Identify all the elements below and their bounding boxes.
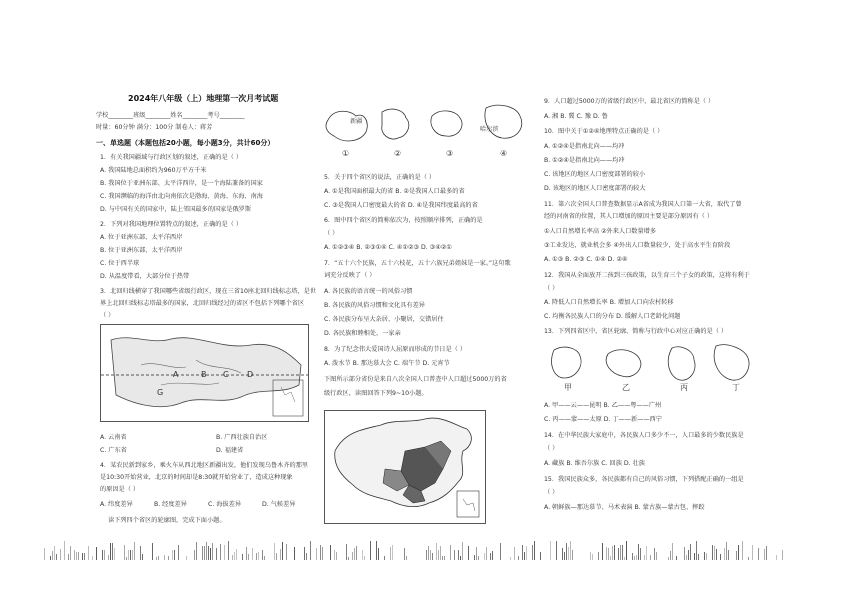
noise-bar — [134, 542, 135, 560]
noise-bar — [114, 548, 115, 560]
student-info-row: 学校________班级________姓名________考号________ — [96, 112, 245, 119]
noise-bar — [210, 548, 211, 560]
outline-label-3: ③ — [446, 149, 454, 158]
noise-bar — [306, 553, 307, 560]
noise-bar — [706, 553, 707, 560]
noise-bar — [776, 555, 777, 560]
noise-bar — [110, 543, 111, 560]
option-line: A. ①②④是指南北向——均冲 — [544, 143, 625, 150]
question-line: （ ） — [544, 445, 559, 452]
noise-bar — [468, 546, 469, 560]
noise-bar — [216, 548, 217, 560]
option-line: A. 朝鲜族—那达慕节、马术表演 B. 蒙古族—蒙古包、摔跤 — [544, 504, 705, 511]
exam-meta-row: 时量：60分钟 满分：100分 制卷人：蒋芳 — [96, 124, 213, 131]
noise-bar — [500, 543, 501, 560]
noise-bar — [650, 555, 651, 560]
noise-bar — [592, 554, 593, 560]
question-line: 5．关于四个省区的说法，正确的是（ ） — [324, 174, 436, 181]
question-line: （ ） — [544, 489, 559, 496]
noise-bar — [598, 552, 599, 560]
question-line: 3．北回归线横穿了我国哪些省级行政区，现在三省10座北回归线标志塔，是世 — [100, 288, 316, 295]
noise-bar — [242, 554, 243, 560]
noise-bar — [514, 547, 515, 560]
noise-bar — [688, 550, 689, 560]
noise-bar — [378, 548, 379, 560]
noise-bar — [638, 544, 639, 560]
noise-bar — [694, 553, 695, 560]
noise-bar — [444, 556, 445, 560]
noise-bar — [442, 556, 443, 560]
question-line: 15．我国民族众多，各民族都有自己的风俗习惯，下列搭配正确的一组是 — [544, 476, 744, 483]
noise-bar — [164, 555, 165, 560]
noise-bar — [484, 553, 485, 560]
question-line: 14．在中华民族大家庭中，各民族人口多少不一，人口最多的少数民族是 — [544, 432, 744, 439]
noise-bar — [476, 547, 477, 560]
noise-bar — [712, 545, 713, 560]
option-d: D. 气候差异 — [262, 501, 296, 508]
noise-bar — [84, 553, 85, 560]
province-shapes — [544, 342, 764, 388]
map-word-label: 哈尔滨 — [480, 126, 499, 133]
question-line: 1．有关我国疆域与行政区划的叙述，正确的是（ ） — [100, 154, 243, 161]
noise-bar — [310, 541, 311, 560]
noise-bar — [590, 552, 591, 560]
outline-label-2: ② — [394, 149, 402, 158]
exam-title: 2024年八年级（上）地理第一次月考试题 — [128, 94, 279, 103]
noise-bar — [624, 557, 625, 560]
noise-bar — [704, 552, 705, 560]
noise-bar — [126, 557, 127, 560]
option-a: A. 纬度差异 — [100, 501, 133, 508]
map-label-a: A — [173, 370, 179, 379]
noise-bar — [532, 545, 533, 560]
noise-bar — [534, 541, 535, 560]
shape-label-ding: 丁 — [732, 383, 740, 392]
noise-bar — [354, 548, 355, 560]
noise-bar — [478, 556, 479, 560]
map-label-c: C — [223, 370, 229, 379]
noise-bar — [88, 546, 89, 560]
noise-bar — [348, 557, 349, 560]
option-line: C. 丙——蒙——太原 D. 丁——新——西宁 — [544, 416, 662, 423]
noise-bar — [76, 552, 77, 560]
noise-bar — [52, 551, 53, 560]
noise-bar — [220, 544, 221, 560]
noise-bar — [336, 552, 337, 560]
noise-bar — [128, 550, 129, 560]
noise-bar — [428, 546, 429, 560]
noise-bar — [390, 547, 391, 560]
noise-bar — [566, 543, 567, 560]
noise-bar — [384, 556, 385, 560]
option-line: C. 各民族分布呈大杂居、小聚居，交错居住 — [324, 316, 444, 323]
map-word-label: 新疆 — [350, 118, 363, 125]
noise-bar — [252, 548, 253, 560]
noise-bar — [280, 549, 281, 560]
noise-bar — [654, 548, 655, 560]
noise-bar — [102, 550, 103, 560]
question-line: 是10:30开始营业，北京的时间却是8:30就开始营业了，造成这种现象 — [100, 474, 293, 481]
noise-bar — [96, 547, 97, 560]
noise-bar — [526, 546, 527, 560]
noise-bar — [232, 555, 233, 560]
option-b: B. 广西壮族自治区 — [216, 434, 268, 441]
noise-bar — [70, 546, 71, 560]
option-line: A. 藏族 B. 维吾尔族 C. 回族 D. 壮族 — [544, 460, 645, 467]
option-line: A. 甲——云——昆明 B. 乙——粤——广州 — [544, 402, 662, 409]
noise-bar — [202, 546, 203, 560]
noise-bar — [60, 549, 61, 560]
noise-bar — [440, 546, 441, 560]
noise-bar — [510, 557, 511, 560]
noise-bar — [752, 545, 753, 560]
noise-bar — [194, 550, 195, 560]
option-line: A. 各民族的语言统一的风俗习惯 — [324, 288, 413, 295]
noise-bar — [492, 551, 493, 560]
noise-bar — [370, 541, 371, 560]
noise-bar — [392, 545, 393, 560]
noise-bar — [404, 548, 405, 560]
option-b: B. 经度差异 — [154, 501, 187, 508]
noise-bar — [684, 547, 685, 560]
question-line: 13．下列四省区中，省区轮廓、简称与行政中心对应正确的是（ ） — [544, 328, 728, 335]
noise-bar — [518, 556, 519, 560]
noise-bar — [458, 550, 459, 560]
noise-bar — [462, 542, 463, 560]
noise-bar — [112, 543, 113, 560]
noise-bar — [124, 545, 125, 560]
noise-bar — [82, 553, 83, 560]
noise-bar — [636, 555, 637, 560]
question-line: 6．图中四个省区的简称依次为，按照顺序排列，正确的是 — [324, 217, 483, 224]
question-line: 界上北回归线标志塔最多的国家，北回归线经过的省区不包括下列哪个省区 — [100, 300, 305, 307]
option-d: D. 福建省 — [216, 447, 244, 454]
noise-bar — [696, 541, 697, 560]
noise-bar — [78, 552, 79, 560]
noise-bar — [632, 553, 633, 560]
column-3 — [544, 0, 764, 608]
shape-label-jia: 甲 — [564, 383, 572, 392]
noise-bar — [130, 550, 131, 560]
noise-bar — [68, 554, 69, 560]
noise-bar — [724, 548, 725, 560]
option-c: C. 广东省 — [100, 447, 127, 454]
option-line: A. ①③ B. ②③ C. ①④ D. ②④ — [544, 256, 628, 263]
noise-bar — [224, 545, 225, 560]
noise-bar — [714, 546, 715, 560]
noise-bar — [556, 541, 557, 560]
column-2 — [320, 0, 535, 608]
noise-bar — [738, 545, 739, 560]
noise-bar — [668, 557, 669, 560]
noise-bar — [56, 554, 57, 560]
noise-bar — [690, 544, 691, 560]
noise-bar — [276, 553, 277, 560]
noise-bar — [186, 556, 187, 560]
option-line: D. 该地区的地区人口密度部署的较大 — [544, 185, 646, 192]
noise-bar — [256, 553, 257, 560]
noise-bar — [208, 546, 209, 560]
noise-bar — [104, 550, 105, 560]
noise-bar — [568, 547, 569, 560]
option-line: B. 我国位于亚洲东部、太平洋西岸，是一个海陆兼备的国家 — [100, 180, 263, 187]
scan-noise-strip — [44, 538, 784, 560]
noise-bar — [168, 556, 169, 560]
noise-bar — [622, 545, 623, 560]
noise-bar — [570, 541, 571, 560]
noise-bar — [274, 543, 275, 560]
noise-bar — [204, 546, 205, 560]
noise-bar — [758, 548, 759, 560]
question-line: 7．“五十六个民族，五十六枝花，五十六族兄弟姐妹是一家。”这句歌 — [324, 260, 511, 267]
noise-bar — [364, 556, 365, 560]
noise-bar — [618, 548, 619, 560]
noise-bar — [362, 550, 363, 560]
noise-bar — [438, 550, 439, 560]
noise-bar — [356, 546, 357, 560]
question-line: 10．图中关于①②④地理特点正确的是（ ） — [544, 128, 664, 135]
reading-instruction: 读下列四个省区的轮廓图，完成下面小题。 — [108, 517, 226, 524]
passage-line: 级行政区，读图回答下列9~10小题。 — [324, 390, 428, 397]
noise-bar — [156, 557, 157, 560]
noise-bar — [612, 546, 613, 560]
noise-bar — [74, 550, 75, 560]
noise-bar — [158, 556, 159, 560]
question-line: 经的河南省的位置，其人口增加的原因主要是部分原因有（ ） — [544, 213, 714, 220]
option-line: C. 均衡各民族人口的分布 D. 缓解人口老龄化问题 — [544, 313, 681, 320]
noise-bar — [610, 556, 611, 560]
question-line: 11．第六次全国人口普查数据显示A省成为我国人口第一大省，取代了曾 — [544, 201, 742, 208]
noise-bar — [228, 541, 229, 560]
noise-bar — [376, 541, 377, 560]
noise-bar — [330, 545, 331, 560]
noise-bar — [142, 554, 143, 560]
noise-bar — [450, 545, 451, 560]
option-line: A. ①②③④ B. ②③①④ C. ④①②③ D. ③④②① — [324, 244, 452, 251]
noise-bar — [172, 550, 173, 560]
map-label-b: B — [201, 370, 207, 379]
noise-bar — [432, 553, 433, 560]
noise-bar — [264, 556, 265, 560]
noise-bar — [92, 556, 93, 560]
noise-bar — [178, 545, 179, 560]
option-line: D. 从温度带看，大部分位于热带 — [100, 273, 190, 280]
noise-bar — [670, 551, 671, 560]
noise-bar — [564, 552, 565, 560]
noise-bar — [140, 546, 141, 560]
option-line: B. 各民族的风俗习惯和文化具有差异 — [324, 302, 425, 309]
noise-bar — [572, 550, 573, 560]
noise-bar — [474, 555, 475, 560]
noise-bar — [460, 556, 461, 560]
option-line: C. 该地区的地区人口密度部署的较小 — [544, 171, 646, 178]
noise-bar — [614, 545, 615, 560]
noise-bar — [634, 556, 635, 560]
map-label-g: G — [157, 388, 164, 397]
noise-bar — [672, 543, 673, 560]
map-label-d: D — [247, 370, 254, 379]
noise-bar — [426, 550, 427, 560]
question-line: 2．下列对我国地理位置特点的叙述，正确的是（ ） — [100, 221, 243, 228]
question-line: （ ） — [324, 230, 339, 237]
noise-bar — [736, 551, 737, 560]
noise-bar — [50, 556, 51, 560]
noise-bar — [108, 555, 109, 560]
noise-bar — [728, 550, 729, 560]
noise-bar — [698, 554, 699, 560]
question-line: （ ） — [544, 285, 559, 292]
noise-bar — [766, 546, 767, 560]
noise-bar — [44, 548, 45, 560]
option-line: A. 湘 B. 冀 C. 豫 D. 鲁 — [544, 113, 608, 120]
noise-bar — [436, 543, 437, 560]
option-line: D. 与中国有关的国家中，陆上邻国最多的国家是俄罗斯 — [100, 206, 252, 213]
question-line: 词充分反映了（ ） — [324, 272, 376, 279]
option-line: A. 泼水节 B. 那达慕大会 C. 端午节 D. 元宵节 — [324, 360, 450, 367]
noise-bar — [54, 546, 55, 560]
china-map-drawing — [325, 411, 485, 523]
noise-bar — [646, 546, 647, 560]
passage-line: 下图所示部分省份是来自八次全国人口普查中人口超过5000万的省 — [324, 376, 507, 383]
noise-bar — [764, 549, 765, 560]
option-line: A. 位于亚洲东部、太平洋西岸 — [100, 234, 183, 241]
question-line: 9．人口超过5000万的省级行政区中，最北省区的简称是（ ） — [544, 98, 715, 105]
noise-bar — [524, 552, 525, 560]
noise-bar — [282, 542, 283, 560]
noise-bar — [64, 541, 65, 560]
option-a: A. 云南省 — [100, 434, 127, 441]
noise-bar — [234, 552, 235, 560]
option-line: C. ③是我国人口密度最大的省 D. ④是我国纬度最高的省 — [324, 202, 478, 209]
noise-bar — [206, 542, 207, 560]
question-line: 的原因是（ ） — [100, 486, 140, 493]
noise-bar — [644, 555, 645, 560]
noise-bar — [246, 547, 247, 560]
noise-bar — [540, 552, 541, 560]
noise-bar — [132, 550, 133, 560]
noise-bar — [212, 543, 213, 560]
noise-bar — [522, 545, 523, 560]
noise-bar — [346, 544, 347, 560]
noise-bar — [286, 544, 287, 560]
noise-bar — [606, 547, 607, 560]
noise-bar — [550, 541, 551, 560]
option-line: B. ①②④是指南北向——均冲 — [544, 157, 625, 164]
option-line: ①人口自然增长率高 ②外来人口数量增多 — [544, 228, 657, 235]
option-c: C. 海拔差异 — [208, 501, 242, 508]
noise-bar — [304, 547, 305, 560]
question-line: 4．某农民新到家乡，乘火车从西北地区新疆出发，他们发现乌鲁木齐的那里 — [100, 462, 309, 469]
option-line: C. 我国濒临的海洋由北向南依次是渤海、黄海、东海、南海 — [100, 193, 263, 200]
noise-bar — [602, 543, 603, 560]
noise-bar — [620, 545, 621, 560]
noise-bar — [258, 552, 259, 560]
question-line: 12．我国从全面放开二孩到三孩政策，以生育三个子女的政策，这将有利于 — [544, 272, 750, 279]
noise-bar — [320, 545, 321, 560]
noise-bar — [316, 548, 317, 560]
noise-bar — [248, 554, 249, 560]
noise-bar — [742, 541, 743, 560]
outline-label-4: ④ — [500, 149, 508, 158]
option-line: A. ①是我国面积最大的省 B. ②是我国人口最多的省 — [324, 188, 465, 195]
noise-bar — [686, 555, 687, 560]
noise-bar — [656, 552, 657, 560]
option-line: C. 位于西半球 — [100, 260, 140, 267]
noise-bar — [562, 548, 563, 560]
option-line: A. 降低人口自然增长率 B. 增加人口向农村转移 — [544, 299, 674, 306]
noise-bar — [430, 550, 431, 560]
noise-bar — [152, 543, 153, 560]
option-line: D. 各民族和睦相处，一家亲 — [324, 330, 401, 337]
noise-bar — [174, 550, 175, 560]
option-line: A. 我国陆地总面积约为960万平方千米 — [100, 167, 207, 174]
china-population-map — [324, 410, 486, 524]
noise-bar — [322, 547, 323, 560]
option-line: B. 位于亚洲东部、太平洋西岸 — [100, 247, 183, 254]
noise-bar — [748, 557, 749, 560]
noise-bar — [626, 541, 627, 560]
noise-bar — [334, 550, 335, 560]
province-outline-row — [320, 100, 535, 152]
noise-bar — [716, 549, 717, 560]
noise-bar — [676, 556, 677, 560]
noise-bar — [490, 553, 491, 560]
option-line: ③工业发达，就业机会多 ④外出人口数量较少，处于高水平生育阶段 — [544, 242, 731, 249]
noise-bar — [406, 556, 407, 560]
outline-label-1: ① — [342, 149, 350, 158]
noise-bar — [486, 547, 487, 560]
noise-bar — [782, 550, 783, 560]
column-1 — [96, 0, 316, 608]
section-heading: 一、单选题（本题包括20小题，每小题3分，共计60分） — [96, 139, 275, 147]
noise-bar — [608, 548, 609, 560]
noise-bar — [640, 548, 641, 560]
noise-bar — [352, 552, 353, 560]
noise-bar — [196, 542, 197, 560]
noise-bar — [726, 542, 727, 560]
shape-label-bing: 丙 — [680, 383, 688, 392]
noise-bar — [262, 550, 263, 560]
noise-bar — [236, 549, 237, 560]
shape-label-yi: 乙 — [622, 383, 630, 392]
noise-bar — [720, 554, 721, 560]
noise-bar — [294, 547, 295, 560]
tropic-map — [100, 324, 309, 422]
noise-bar — [454, 550, 455, 560]
question-line: 8．为了纪念伟大爱国诗人屈原而形成的节日是（ ） — [324, 346, 467, 353]
question-line: （ ） — [100, 312, 115, 319]
